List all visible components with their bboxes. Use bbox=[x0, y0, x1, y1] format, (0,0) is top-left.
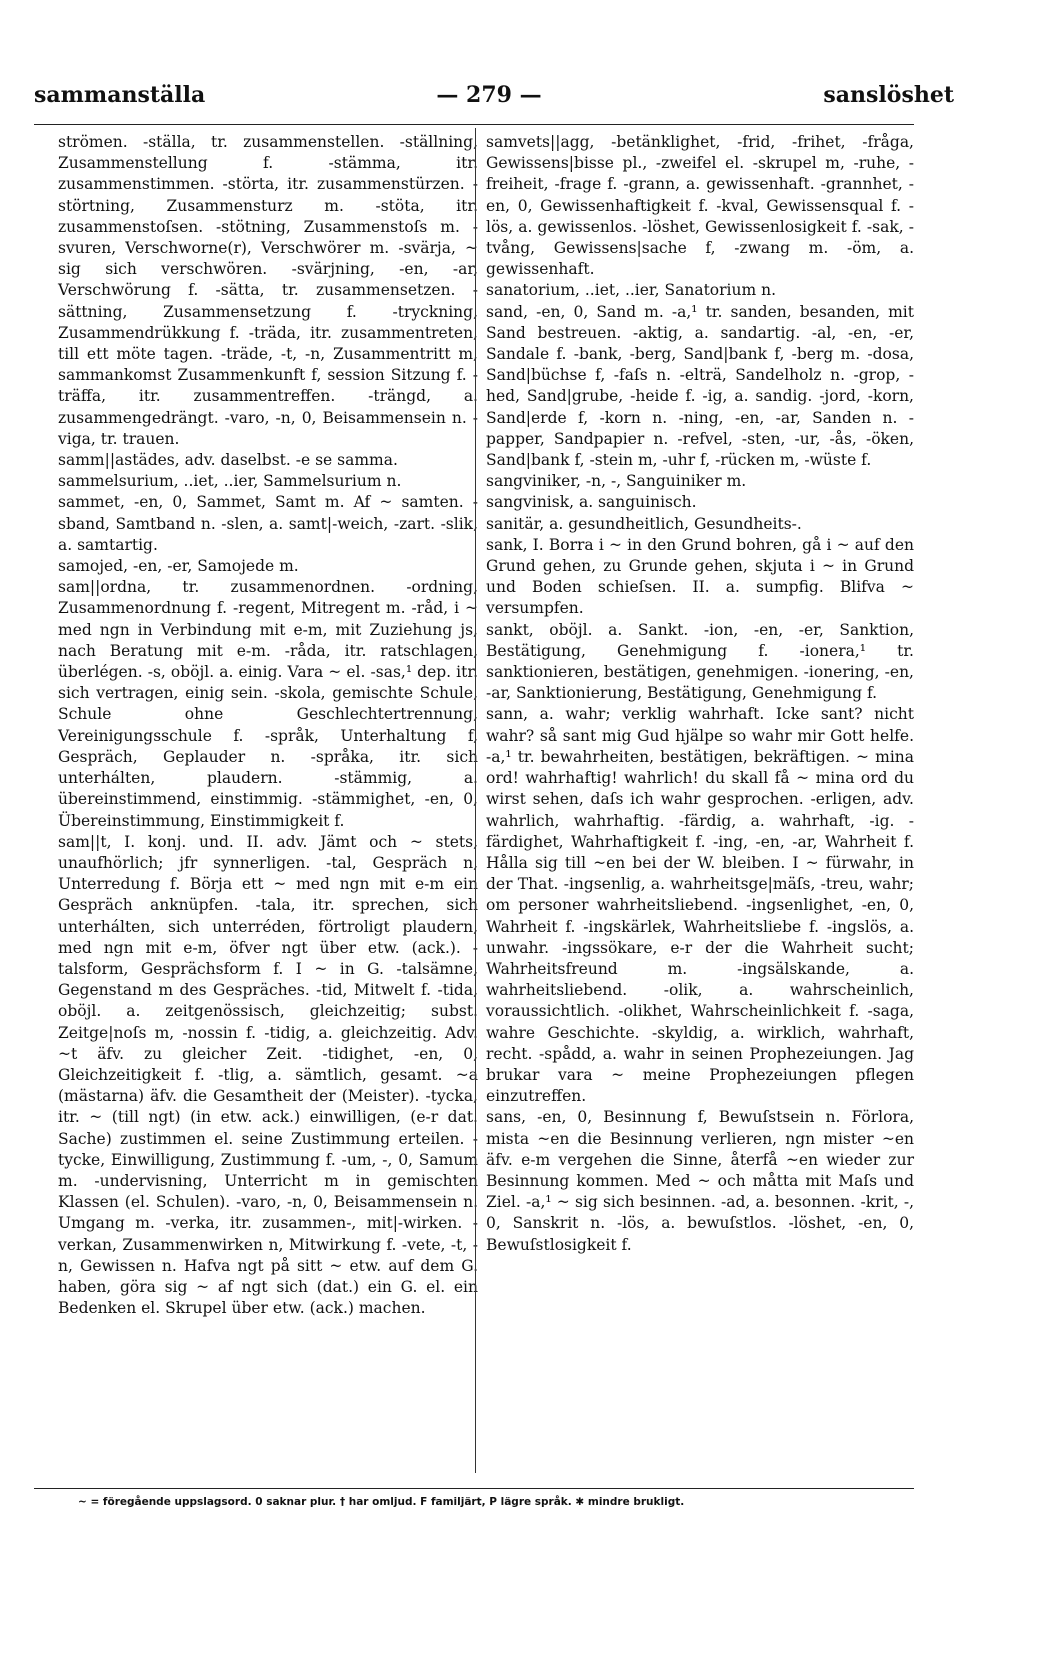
entry-sangviniker: sangviniker, -n, -, Sanguiniker m. bbox=[486, 472, 747, 491]
entry-sammet: sammet, -en, 0, Sammet, Samt m. Af ~ samten. -sband, Samtband n. -slen, a. samt|-weich, -zart. -slik, a. samtartig. bbox=[58, 493, 478, 554]
header-last-word: sanslöshet bbox=[823, 82, 954, 108]
entry-sank: sank, I. Borra i ~ in den Grund bohren, gå i ~ auf den Grund gehen, zu Grunde gehen, skjuta i ~ in Grund und Boden schieſsen. II. a. sumpfig. Blifva ~ versumpfen. bbox=[486, 535, 914, 618]
entry-sand: sand, -en, 0, Sand m. -a,¹ tr. sanden, besanden, mit Sand bestreuen. -aktig, a. sandartig. -al, -en, -er, Sandale f. -bank, -berg, Sand|bank f, -berg m. -dosa, Sand|büchse f, -faſs n. -elträ, Sandelholz n. -grop, -hed, Sand|grube, -heide f. -ig, a. sandig. -jord, -korn, Sand|erde f, -korn n. -ning, -en, -ar, Sanden n. -papper, Sandpapier n. -refvel, -sten, -ur, -ås, -öken, Sand|bank f, -stein m, -uhr f, -rücken m, -wüste f. bbox=[486, 302, 914, 470]
abbreviation-legend: ~ = föregående uppslagsord. 0 saknar plur. † har omljud. F familjärt, P lägre språk. ✱ mindre brukligt. bbox=[78, 1496, 685, 1508]
entry-sann: sann, a. wahr; verklig wahrhaft. Icke sant? nicht wahr? så sant mig Gud hjälpe so wahr mir Gott helfe. -a,¹ tr. bewahrheiten, bestätigen, bekräftigen. ~ mina ord! wahrhaftig! wahrlich! du skall få ~ mina ord du wirst sehen, daſs ich wahr gesprochen. -erligen, adv. wahrlich, wahrhaftig. -färdig, a. wahrhaft, -ig. -färdighet, Wahrhaftigkeit f. -ing, -en, -ar, Wahrheit f. Hålla sig till ~en bei der W. bleiben. I ~ fürwahr, in der That. -ingsenlig, a. wahrheitsge|mäſs, -treu, wahr; om personer wahrheitsliebend. -ingsenlighet, -en, 0, Wahrheit f. -ingskärlek, Wahrheitsliebe f. -ingslös, a. unwahr. -ingssökare, e-r der die Wahrheit sucht; Wahrheitsfreund m. -ingsälskande, a. wahrheitsliebend. -olik, a. wahrscheinlich, voraussichtlich. -olikhet, Wahrscheinlichkeit f. -saga, wahre Geschichte. -skyldig, a. wirklich, wahrhaft, recht. -spådd, a. wahr in seinen Prophezeiungen. Jag brukar vara ~ meine Prophezeiungen pflegen einzutreffen. bbox=[486, 705, 914, 1106]
entry-sans: sans, -en, 0, Besinnung f, Bewuſstsein n. Förlora, mista ~en die Besinnung verlieren, ngn mister ~en äfv. e-m vergehen die Sinne, återfå ~en wieder zur Besinnung kommen. Med ~ och måtta mit Maſs und Ziel. -a,¹ ~ sig sich besinnen. -ad, a. besonnen. -krit, -, 0, Sanskrit n. -lös, a. bewuſstlos. -löshet, -en, 0, Bewuſstlosigkeit f. bbox=[486, 1108, 914, 1254]
page-number: — 279 — bbox=[436, 82, 542, 108]
entry-sammastades: samm||astädes, adv. daselbst. -e se samma. bbox=[58, 451, 398, 470]
entry-samordna: sam||ordna, tr. zusammenordnen. -ordning, Zusammenordnung f. -regent, Mitregent m. -råd, i ~ med ngn in Verbindung mit e-m, mit Zuziehung js, nach Beratung mit e-m. -råda, itr. ratschlagen, überlégen. -s, oböjl. a. einig. Vara ~ el. -sas,¹ dep. itr. sich vertragen, einig sein. -skola, gemischte Schule, Schule ohne Geschlechtertrennung, Vereinigungsschule f. -språk, Unterhaltung f, Gespräch, Geplauder n. -språka, itr. sich unterhálten, plaudern. -stämmig, a. übereinstimmend, einstimmig. -stämmighet, -en, 0, Übereinstimmung, Einstimmigkeit f. bbox=[58, 578, 478, 830]
column-divider bbox=[475, 128, 476, 1473]
entry-sankt: sankt, oböjl. a. Sankt. -ion, -en, -er, Sanktion, Bestätigung, Genehmigung f. -ionera,¹ tr. sanktionieren, bestätigen, genehmigen. -ionering, -en, -ar, Sanktionierung, Bestätigung, Genehmigung f. bbox=[486, 620, 914, 703]
entry-sangvinisk: sangvinisk, a. sanguinisch. bbox=[486, 493, 697, 512]
entry-samojed: samojed, -en, -er, Samojede m. bbox=[58, 557, 299, 576]
header-rule bbox=[34, 124, 914, 125]
entry-strommen-cont: strömen. -ställa, tr. zusammenstellen. -ställning, Zusammenstellung f. -stämma, itr. zusammenstimmen. -störta, itr. zusammenstürzen. -störtning, Zusammensturz m. -stöta, itr. zusammenstoſsen. -stötning, Zusammenstoſs m. -svuren, Verschworne(r), Verschwörer m. -svärja, ~ sig sich verschwören. -svärjning, -en, -ar, Verschwörung f. -sätta, tr. zusammensetzen. -sättning, Zusammensetzung f. -tryckning, Zusammendrükkung f. -träda, itr. zusammentreten, till ett möte tagen. -träde, -t, -n, Zusammentritt m, sammankomst Zusammenkunft f, session Sitzung f. -träffa, itr. zusammentreffen. -trängd, a. zusammengedrängt. -varo, -n, 0, Beisammensein n. -viga, tr. trauen. bbox=[58, 133, 478, 448]
footer-rule bbox=[34, 1488, 914, 1489]
right-column bbox=[486, 132, 914, 1256]
entry-sanatorium: sanatorium, ..iet, ..ier, Sanatorium n. bbox=[486, 281, 777, 300]
entry-samt: sam||t, I. konj. und. II. adv. Jämt och ~ stets, unaufhörlich; jfr synnerligen. -tal, Gespräch n, Unterredung f. Börja ett ~ med ngn mit e-m ein Gespräch anknüpfen. -tala, itr. sprechen, sich unterhálten, sich unterréden, förtroligt plaudern, med ngn mit e-m, öfver ngt über etw. (ack.). -talsform, Gesprächsform f. I ~ in G. -talsämne, Gegenstand m des Gespräches. -tid, Mitwelt f. -tida, oböjl. a. zeitgenössisch, gleichzeitig; subst. Zeitge|noſs m, -nossin f. -tidig, a. gleichzeitig. Adv. ~t äfv. zu gleicher Zeit. -tidighet, -en, 0, Gleichzeitigkeit f. -tlig, a. sämtlich, gesamt. ~a (mästarna) äfv. die Gesamtheit der (Meister). -tycka, itr. ~ (till ngt) (in etw. ack.) einwilligen, (e-r dat. Sache) zustimmen el. seine Zustimmung erteilen. -tycke, Einwilligung, Zustimmung f. -um, -, 0, Samum m. -undervisning, Unterricht m in gemischten Klassen (el. Schulen). -varo, -n, 0, Beisammensein n. Umgang m. -verka, itr. zusammen-, mit|-wirken. -verkan, Zusammenwirken n, Mitwirkung f. -vete, -t, -n, Gewissen n. Hafva ngt på sitt ~ etw. auf dem G. haben, göra sig ~ af ngt sich (dat.) ein G. el. ein Bedenken el. Skrupel über etw. (ack.) machen. bbox=[58, 832, 478, 1318]
running-header bbox=[34, 82, 954, 116]
left-column bbox=[58, 132, 478, 1319]
entry-samvetsagg: samvets||agg, -betänklighet, -frid, -frihet, -fråga, Gewissens|bisse pl., -zweifel el. -skrupel m, -ruhe, -freiheit, -frage f. -grann, a. gewissenhaft. -grannhet, -en, 0, Gewissenhaftigkeit f. -kval, Gewissensqual f. -lös, a. gewissenlos. -löshet, Gewissenlosigkeit f. -sak, -tvång, Gewissens|sache f, -zwang m. -öm, a. gewissenhaft. bbox=[486, 133, 914, 279]
header-first-word: sammanställa bbox=[34, 82, 206, 108]
entry-sammelsurium: sammelsurium, ..iet, ..ier, Sammelsurium n. bbox=[58, 472, 402, 491]
entry-sanitar: sanitär, a. gesundheitlich, Gesundheits-. bbox=[486, 514, 802, 533]
